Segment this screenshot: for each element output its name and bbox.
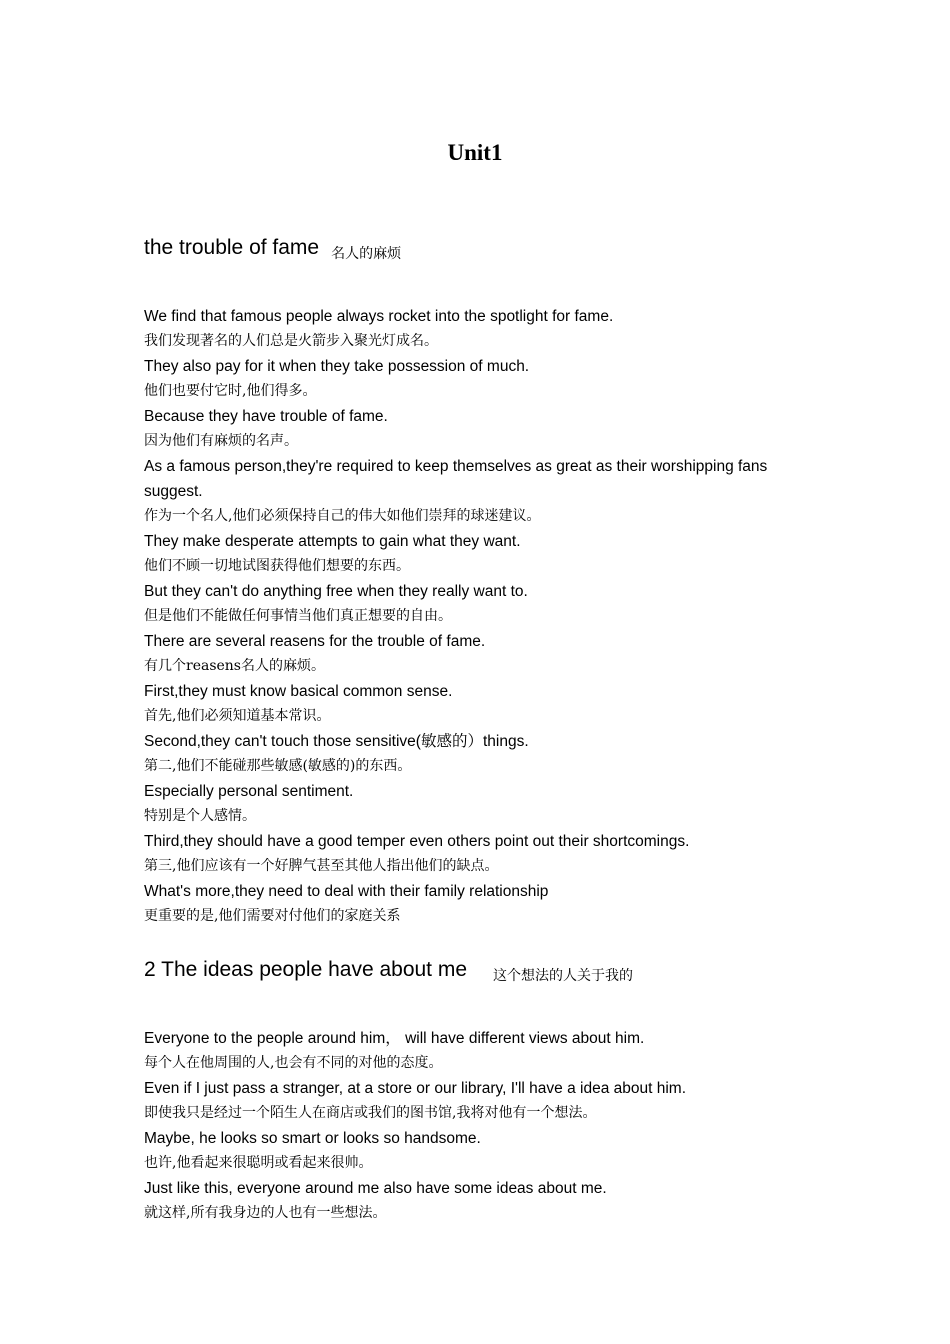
text-line-en: Maybe, he looks so smart or looks so handsome. (144, 1130, 481, 1147)
text-line-zh: 也许,他看起来很聪明或看起来很帅。 (144, 1155, 373, 1171)
text-line-zh: 但是他们不能做任何事情当他们真正想要的自由。 (144, 608, 452, 624)
section-body-2 (144, 1026, 816, 1226)
text-line-en: As a famous person,they're required to keep themselves as great as their worshipping fans suggest. (144, 458, 768, 500)
text-line-zh: 特别是个人感情。 (144, 808, 256, 824)
text-line-en: Because they have trouble of fame. (144, 408, 388, 425)
section-heading-zh: 名人的麻烦 (331, 246, 402, 262)
text-line-zh: 首先,他们必须知道基本常识。 (144, 708, 331, 724)
text-line-en: We find that famous people always rocket into the spotlight for fame. (144, 308, 614, 325)
section-heading-zh: 这个想法的人关于我的 (493, 968, 634, 984)
text-line-zh: 就这样,所有我身边的人也有一些想法。 (144, 1205, 387, 1221)
text-line-en: Even if I just pass a stranger, at a store or our library, I'll have a idea about him. (144, 1080, 687, 1097)
text-line-en: Especially personal sentiment. (144, 783, 354, 800)
section-heading-1 (144, 236, 401, 260)
section-heading-en: 2 The ideas people have about me (144, 958, 468, 981)
text-line-zh: 作为一个名人,他们必须保持自己的伟大如他们崇拜的球迷建议。 (144, 508, 541, 524)
text-line-en: First,they must know basical common sense. (144, 683, 453, 700)
section-body-1 (144, 304, 816, 929)
text-line-zh: 每个人在他周围的人,也会有不同的对他的态度。 (144, 1055, 443, 1071)
text-line-en: What's more,they need to deal with their family relationship (144, 883, 549, 900)
text-line-zh: 第三,他们应该有一个好脾气甚至其他人指出他们的缺点。 (144, 858, 499, 874)
text-line-en: There are several reasens for the trouble of fame. (144, 633, 486, 650)
text-line-zh: 更重要的是,他们需要对付他们的家庭关系 (144, 908, 401, 924)
text-line-zh: 有几个reasens名人的麻烦。 (144, 658, 325, 674)
text-line-zh: 我们发现著名的人们总是火箭步入聚光灯成名。 (144, 333, 438, 349)
page-title: Unit1 (447, 140, 503, 165)
text-line-zh: 第二,他们不能碰那些敏感(敏感的)的东西。 (144, 758, 412, 774)
text-line-zh: 因为他们有麻烦的名声。 (144, 433, 298, 449)
text-line-en: They also pay for it when they take possession of much. (144, 358, 530, 375)
text-line-zh: 他们也要付它时,他们得多。 (144, 383, 317, 399)
text-line-zh: 他们不顾一切地试图获得他们想要的东西。 (144, 558, 410, 574)
text-line-en: They make desperate attempts to gain what they want. (144, 533, 521, 550)
text-line-en: Just like this, everyone around me also have some ideas about me. (144, 1180, 607, 1197)
text-line-en: But they can't do anything free when they really want to. (144, 583, 528, 600)
text-line-en: Second,they can't touch those sensitive(敏感的）things. (144, 733, 529, 750)
text-line-en: Third,they should have a good temper even others point out their shortcomings. (144, 833, 690, 850)
text-line-en: Everyone to the people around him， will have different views about him. (144, 1030, 645, 1047)
section-heading-2 (144, 958, 633, 982)
text-line-zh: 即使我只是经过一个陌生人在商店或我们的图书馆,我将对他有一个想法。 (144, 1105, 597, 1121)
section-heading-en: the trouble of fame (144, 236, 320, 259)
